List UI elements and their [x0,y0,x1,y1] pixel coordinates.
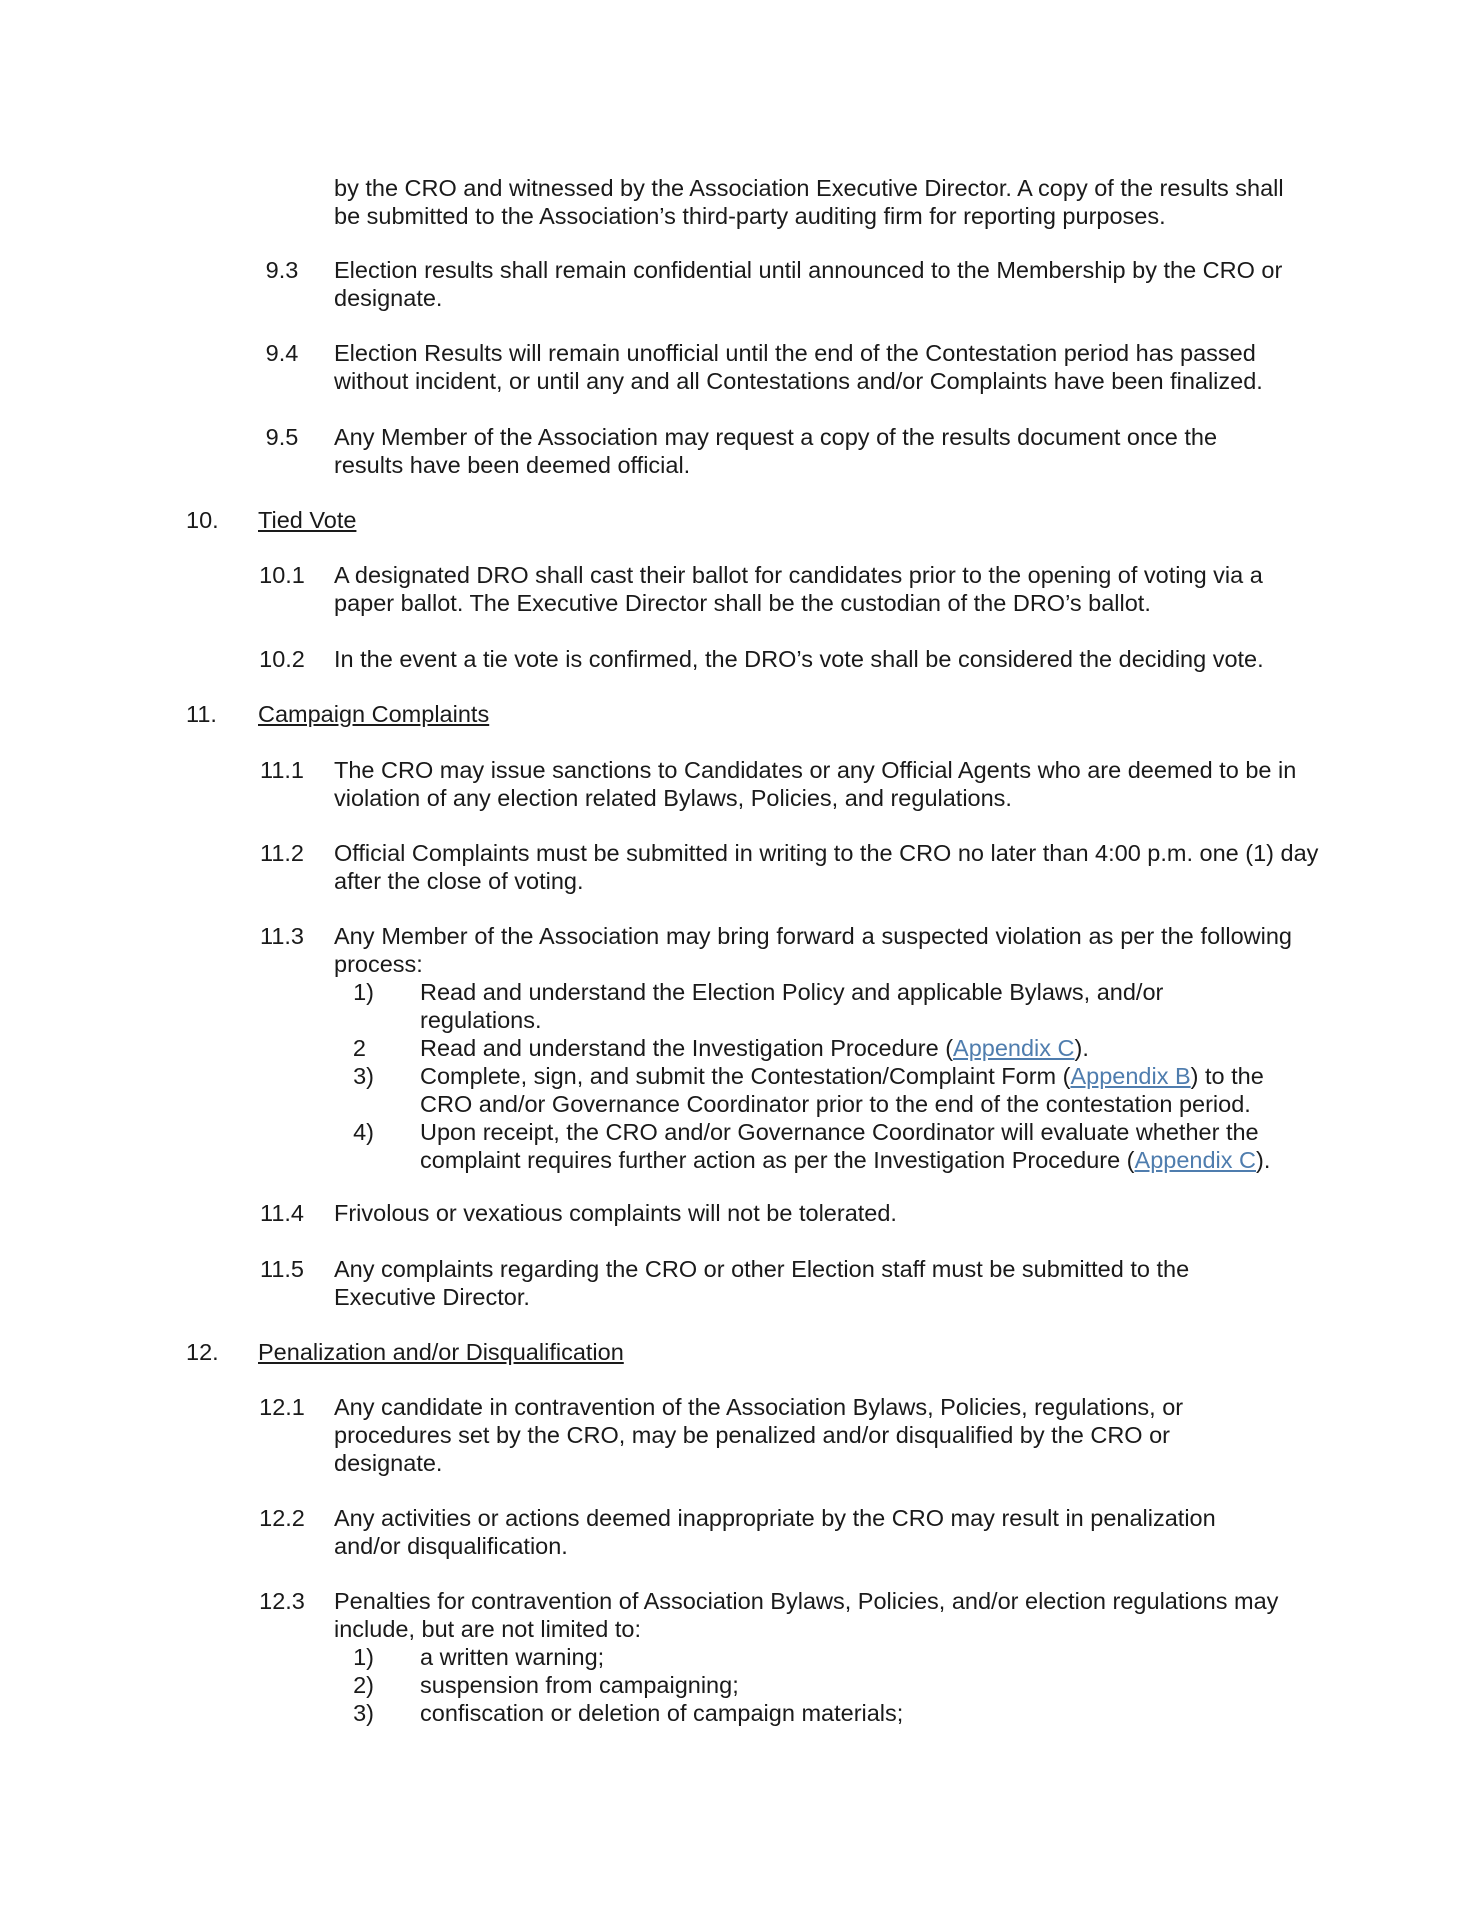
step-text: Complete, sign, and submit the Contestation/Complaint Form (Appendix B) to the CRO and/or Governance Coordinator prior to the end of the contestation period. [420,1063,1264,1117]
list-item [334,1034,1292,1062]
list-item [334,1699,1306,1727]
clause-text: Penalties for contravention of Association Bylaws, Policies, and/or election regulations may include, but are not limited to: [334,1588,1279,1642]
clause-number: 10.1 [259,562,305,588]
clause-text: Any complaints regarding the CRO or other Election staff must be submitted to the Executive Director. [334,1256,1190,1310]
step-number: 4) [353,1119,374,1145]
penalties-list [334,1643,1306,1727]
clause-number: 10.2 [259,646,305,672]
step-text: Read and understand the Investigation Procedure (Appendix C). [420,1035,1089,1061]
clause-text: Any Member of the Association may bring forward a suspected violation as per the following process: [334,923,1292,977]
penalty-text: a written warning; [420,1644,605,1670]
clause-number: 12.2 [259,1505,305,1531]
clause-text: In the event a tie vote is confirmed, the DRO’s vote shall be considered the deciding vote. [334,646,1264,672]
section-number: 11. [186,701,217,727]
penalty-number: 2) [353,1672,374,1698]
clause-number: 9.5 [265,424,299,450]
list-item [334,978,1292,1034]
step-number: 3) [353,1063,374,1089]
list-item [334,1643,1306,1671]
clause-number: 9.3 [265,257,299,283]
penalty-number: 3) [353,1700,374,1726]
list-item [334,1671,1306,1699]
clause-number: 11.3 [260,923,304,949]
section-title: Tied Vote [258,507,357,533]
clause-text: A designated DRO shall cast their ballot for candidates prior to the opening of voting via a paper ballot. The Executive Director shall be the custodian of the DRO’s ballot. [334,562,1263,616]
section-title: Penalization and/or Disqualification [258,1339,624,1365]
penalty-text: confiscation or deletion of campaign materials; [420,1700,904,1726]
clause-text: Official Complaints must be submitted in writing to the CRO no later than 4:00 p.m. one (1) day after the close of voting. [334,840,1319,894]
section-number: 10. [186,507,219,533]
clause-number: 11.2 [260,840,304,866]
clause-number: 11.1 [260,757,304,783]
clause-text: Any activities or actions deemed inappropriate by the CRO may result in penalization and/or disqualification. [334,1505,1216,1559]
list-item [334,1118,1292,1174]
process-steps-list [334,978,1292,1174]
clause-text: Any candidate in contravention of the Association Bylaws, Policies, regulations, or procedures set by the CRO, may be penalized and/or disqualified by the CRO or designate. [334,1394,1184,1476]
clause-text: Any Member of the Association may request a copy of the results document once the results have been deemed official. [334,424,1218,478]
section-title: Campaign Complaints [258,701,490,727]
step-text: Read and understand the Election Policy and applicable Bylaws, and/or regulations. [420,979,1164,1033]
appendix-c-link[interactable]: Appendix C [953,1035,1075,1061]
clause-text: The CRO may issue sanctions to Candidates or any Official Agents who are deemed to be in violation of any election related Bylaws, Policies, and regulations. [334,757,1297,811]
clause-text: Election Results will remain unofficial until the end of the Contestation period has passed without incident, or until any and all Contestations and/or Complaints have been finalized. [334,340,1263,394]
appendix-c-link[interactable]: Appendix C [1134,1147,1257,1173]
clause-number: 9.4 [265,340,299,366]
clause-text: Frivolous or vexatious complaints will not be tolerated. [334,1200,897,1226]
appendix-b-link[interactable]: Appendix B [1070,1063,1191,1089]
continuation-paragraph: by the CRO and witnessed by the Association Executive Director. A copy of the results shall be submitted to the Association’s third-party auditing firm for reporting purposes. [334,175,1284,229]
clause-number: 11.5 [260,1256,304,1282]
penalty-number: 1) [353,1644,374,1670]
step-number: 2 [352,1035,366,1061]
clause-number: 11.4 [260,1200,304,1226]
penalty-text: suspension from campaigning; [420,1672,739,1698]
step-number: 1) [353,979,374,1005]
section-number: 12. [186,1339,219,1365]
clause-number: 12.1 [259,1394,305,1420]
step-text: Upon receipt, the CRO and/or Governance Coordinator will evaluate whether the complaint requires further action as per the Investigation Procedure (Appendix C). [420,1119,1271,1173]
clause-text: Election results shall remain confidential until announced to the Membership by the CRO or designate. [334,257,1283,311]
clause-number: 12.3 [259,1588,305,1614]
list-item [334,1062,1292,1118]
